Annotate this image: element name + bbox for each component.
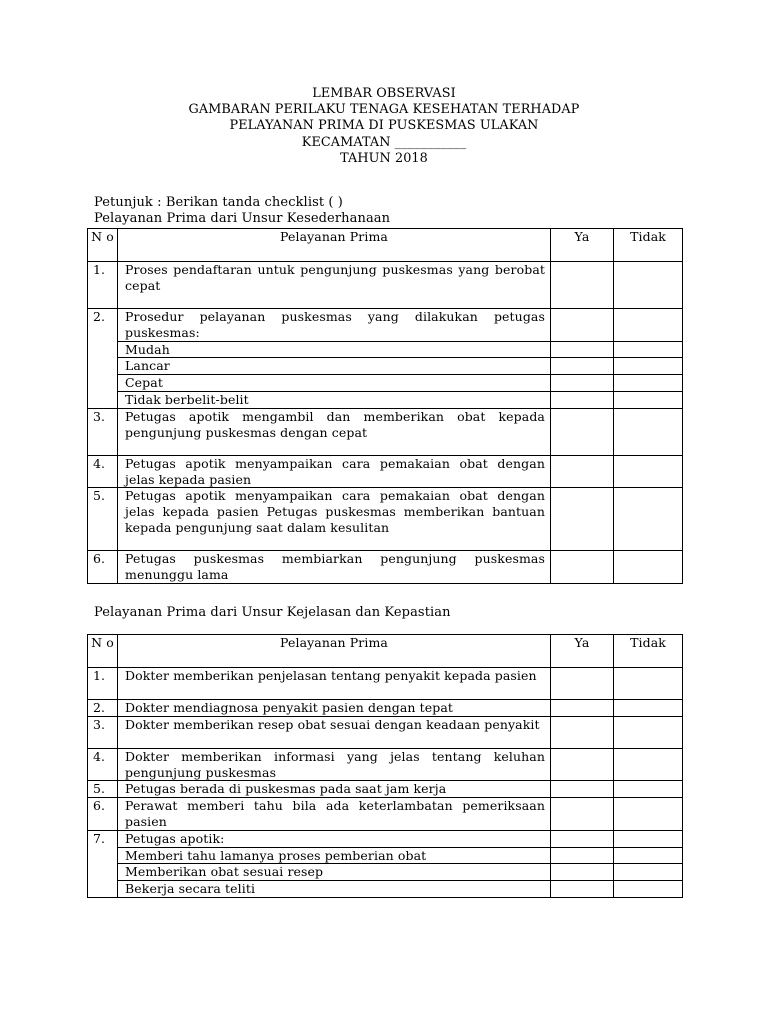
sub-checkbox-cell-tidak[interactable] [614,880,682,897]
row-sub-item: Tidak berbelit-belit [118,391,550,408]
row-number: 3. [88,408,118,455]
row-item-text: Perawat memberi tahu bila ada keterlambatan pemeriksaan pasien [125,798,545,829]
observation-table-kejelasan [87,634,683,898]
row-number: 6. [88,798,118,831]
sub-checkbox-cell-ya[interactable] [551,863,613,880]
table-row [88,408,683,455]
document-header [0,86,768,167]
table-row [88,551,683,584]
row-number: 4. [88,748,118,781]
row-number: 2. [88,309,118,409]
table-row [88,455,683,488]
checkbox-cell-tidak[interactable] [614,781,683,798]
observation-table-kesederhanaan [87,228,683,584]
sub-checkbox-cell-ya[interactable] [551,847,613,864]
row-item-text: Petugas berada di puskesmas pada saat jam kerja [125,781,447,797]
table-row [88,798,683,831]
row-sub-item: Bekerja secara teliti [118,880,550,897]
row-sub-item: Lancar [118,357,550,374]
checkbox-cell-ya[interactable] [551,455,614,488]
checkbox-cell-ya[interactable] [551,262,614,309]
row-item [118,309,551,409]
row-number: 2. [88,700,118,717]
row-item [118,488,551,551]
checkbox-cell-tidak[interactable] [614,488,683,551]
header-district: KECAMATAN ___________ [301,134,467,150]
checkbox-cell-tidak[interactable] [614,716,683,748]
checkbox-cell-ya[interactable] [551,748,614,781]
checkbox-cell-ya[interactable] [551,700,614,717]
col-header-no: N o [88,229,118,262]
checkbox-cell-tidak[interactable] [614,700,683,717]
checkbox-cell-tidak[interactable] [614,455,683,488]
table-row [88,830,683,897]
row-number: 1. [88,668,118,700]
header-title: LEMBAR OBSERVASI [312,86,456,101]
checkbox-cell-ya[interactable] [551,781,614,798]
row-item [118,700,551,717]
row-item [118,830,551,897]
col-header-no: N o [88,635,118,668]
sub-checkbox-cell-tidak[interactable] [614,391,682,408]
row-sub-item: Mudah [118,341,550,358]
table-row [88,716,683,748]
row-sub-item: Memberikan obat sesuai resep [118,863,550,880]
header-subtitle-1: GAMBARAN PERILAKU TENAGA KESEHATAN TERHADAP [188,102,580,118]
checkbox-cell-tidak[interactable] [614,551,683,584]
sub-checkbox-cell-tidak[interactable] [614,357,682,374]
checkbox-cell-tidak[interactable] [614,668,683,700]
section2-title: Pelayanan Prima dari Unsur Kejelasan dan Kepastian [94,605,451,620]
instruction-text: Petunjuk : Berikan tanda checklist ( ) [94,195,343,210]
row-item [118,716,551,748]
row-item-text: Petugas apotik mengambil dan memberikan obat kepada pengunjung puskesmas dengan cepat [125,408,545,440]
table-row [88,488,683,551]
checkbox-cell-ya[interactable] [551,798,614,831]
col-header-ya: Ya [551,229,614,262]
header-year: TAHUN 2018 [340,150,428,166]
table-row [88,781,683,798]
col-header-item: Pelayanan Prima [118,229,551,262]
row-item [118,748,551,781]
row-number: 1. [88,262,118,309]
checkbox-cell-ya[interactable] [551,668,614,700]
sub-checkbox-cell-ya[interactable] [551,357,613,374]
row-item-text: Dokter memberikan penjelasan tentang penyakit kepada pasien [125,668,537,683]
table-row [88,309,683,409]
section1-title: Pelayanan Prima dari Unsur Kesederhanaan [94,211,391,226]
col-header-item: Pelayanan Prima [118,635,551,668]
checkbox-cell-ya[interactable] [551,309,614,409]
checkbox-cell-ya[interactable] [551,488,614,551]
row-item-text: Petugas apotik menyampaikan cara pemakaian obat dengan jelas kepada pasien [125,455,545,487]
row-item-text: Petugas puskesmas membiarkan pengunjung puskesmas menunggu lama [125,551,545,583]
row-item-text: Petugas apotik menyampaikan cara pemakaian obat dengan jelas kepada pasien Petugas puskesmas memberikan bantuan kepada pengunjung saat dalam kesulitan [125,488,545,535]
row-item [118,668,551,700]
checkbox-cell-tidak[interactable] [614,408,683,455]
row-item [118,551,551,584]
row-number: 5. [88,781,118,798]
row-number: 7. [88,830,118,897]
row-item-text: Proses pendaftaran untuk pengunjung puskesmas yang berobat cepat [125,262,545,293]
checkbox-cell-ya[interactable] [551,408,614,455]
row-sub-item: Memberi tahu lamanya proses pemberian obat [118,847,550,864]
sub-checkbox-cell-ya[interactable] [551,391,613,408]
row-item [118,455,551,488]
col-header-tidak: Tidak [614,229,683,262]
row-item-text: Dokter memberikan resep obat sesuai dengan keadaan penyakit [125,716,540,732]
checkbox-cell-ya[interactable] [551,716,614,748]
row-item [118,262,551,309]
row-item-text: Dokter mendiagnosa penyakit pasien dengan tepat [125,700,454,715]
sub-checkbox-cell-tidak[interactable] [614,847,682,864]
table-row [88,262,683,309]
table-row [88,748,683,781]
row-number: 5. [88,488,118,551]
sub-checkbox-cell-ya[interactable] [551,341,613,358]
row-item [118,798,551,831]
row-item-text: Dokter memberikan informasi yang jelas tentang keluhan pengunjung puskesmas [125,748,545,780]
row-item [118,781,551,798]
row-item-text: Prosedur pelayanan puskesmas yang dilakukan petugas puskesmas: [125,309,545,340]
row-item [118,408,551,455]
checkbox-cell-tidak[interactable] [614,798,683,831]
checkbox-cell-tidak[interactable] [614,830,683,897]
table-row [88,700,683,717]
header-subtitle-2: PELAYANAN PRIMA DI PUSKESMAS ULAKAN [229,118,539,134]
checkbox-cell-tidak[interactable] [614,748,683,781]
checkbox-cell-ya[interactable] [551,551,614,584]
sub-checkbox-cell-tidak[interactable] [614,374,682,391]
row-number: 3. [88,716,118,748]
sub-checkbox-cell-ya[interactable] [551,374,613,391]
row-item-text: Petugas apotik: [125,830,225,846]
row-number: 4. [88,455,118,488]
col-header-tidak: Tidak [614,635,683,668]
sub-checkbox-cell-ya[interactable] [551,880,613,897]
row-number: 6. [88,551,118,584]
checkbox-cell-ya[interactable] [551,830,614,897]
row-sub-item: Cepat [118,374,550,391]
col-header-ya: Ya [551,635,614,668]
checkbox-cell-tidak[interactable] [614,309,683,409]
checkbox-cell-tidak[interactable] [614,262,683,309]
sub-checkbox-cell-tidak[interactable] [614,341,682,358]
sub-checkbox-cell-tidak[interactable] [614,863,682,880]
table-row [88,668,683,700]
